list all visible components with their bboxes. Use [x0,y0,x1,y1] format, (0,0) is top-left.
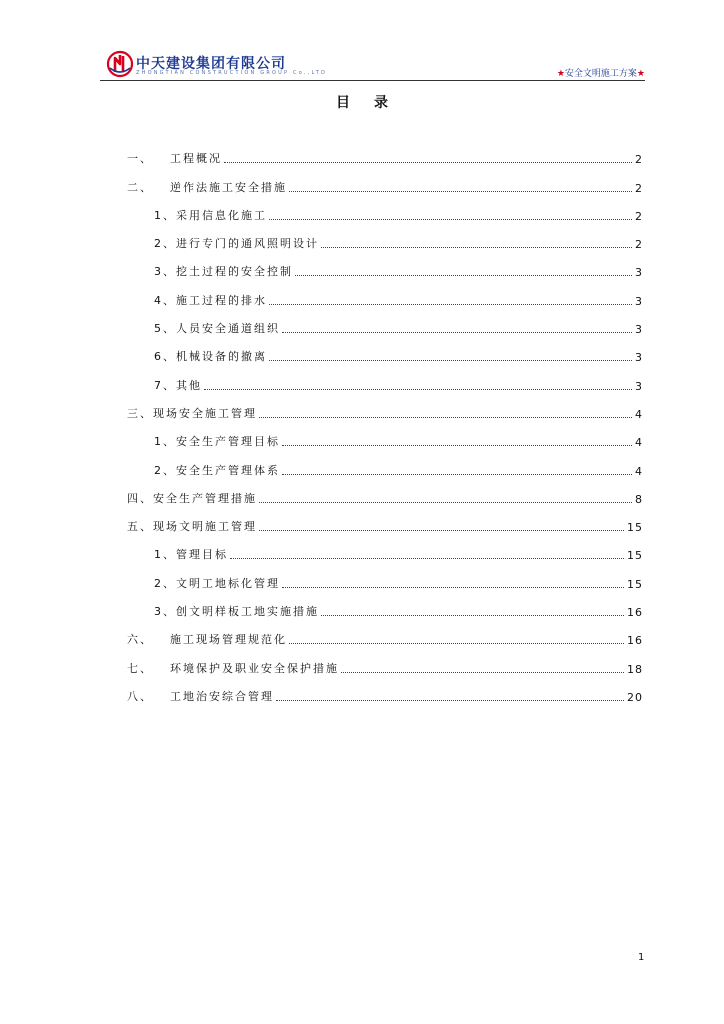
toc-leader-dots [230,558,624,559]
toc-entry[interactable] [127,223,643,251]
toc-entry-number: 3、 [154,605,176,619]
toc-entry-page: 4 [635,407,643,421]
toc-leader-dots [259,417,632,418]
toc-entry-text: 文明工地标化管理 [176,576,280,590]
toc-entry[interactable] [127,393,643,421]
toc-entry-text: 进行专门的通风照明设计 [176,237,319,251]
company-name-english: ZHONGTIAN CONSTRUCTION GROUP Co.,LTD [136,70,328,76]
toc-entry-number: 4、 [154,293,176,307]
toc-leader-dots [269,219,632,220]
toc-entry-text: 采用信息化施工 [176,208,267,222]
toc-entry-number: 四、 [127,491,153,505]
toc-entry[interactable] [127,138,643,166]
toc-entry[interactable] [127,251,643,279]
toc-leader-dots [341,672,624,673]
toc-entry-text: 管理目标 [176,548,228,562]
toc-entry-page: 16 [627,634,643,648]
document-tag [557,66,645,79]
toc-entry-page: 3 [635,323,643,337]
toc-entry-text: 逆作法施工安全措施 [170,180,287,194]
toc-entry-page: 20 [627,690,643,704]
toc-entry[interactable] [127,421,643,449]
toc-entry-text: 其他 [176,378,202,392]
toc-entry-page: 18 [627,662,643,676]
toc-entry-text: 挖土过程的安全控制 [176,265,293,279]
toc-entry-number: 八、 [127,689,153,703]
toc-entry-page: 4 [635,436,643,450]
toc-entry-page: 2 [635,153,643,167]
toc-entry[interactable] [127,591,643,619]
toc-entry[interactable] [127,534,643,562]
toc-entry[interactable] [127,336,643,364]
toc-entry[interactable] [127,308,643,336]
company-logo-icon [106,50,134,78]
toc-leader-dots [295,275,632,276]
toc-leader-dots [269,360,632,361]
toc-title: 目录 [336,95,412,111]
toc-leader-dots [289,643,624,644]
toc-entry[interactable] [127,676,643,704]
toc-entry[interactable] [127,166,643,194]
toc-entry-number: 5、 [154,322,176,336]
toc-entry-number: 二、 [127,180,153,194]
toc-entry-text: 安全生产管理措施 [153,491,257,505]
toc-entry-number: 2、 [154,463,176,477]
toc-entry-page: 3 [635,294,643,308]
toc-entry-number: 三、 [127,406,153,420]
table-of-contents [127,138,643,704]
toc-entry-text: 工地治安综合管理 [170,689,274,703]
toc-entry-text: 人员安全通道组织 [176,322,280,336]
toc-leader-dots [204,389,632,390]
toc-leader-dots [282,587,624,588]
toc-entry-page: 15 [627,549,643,563]
toc-entry-page: 2 [635,209,643,223]
toc-entry-text: 现场文明施工管理 [153,520,257,534]
toc-entry-number: 1、 [154,435,176,449]
company-name: 中天建设集团有限公司 [136,56,286,72]
toc-entry-number: 六、 [127,633,153,647]
toc-entry-page: 15 [627,577,643,591]
toc-entry-number: 2、 [154,576,176,590]
toc-entry-number: 五、 [127,520,153,534]
toc-entry-number: 2、 [154,237,176,251]
toc-entry-page: 8 [635,492,643,506]
toc-entry-page: 2 [635,181,643,195]
toc-entry[interactable] [127,364,643,392]
toc-entry-page: 2 [635,238,643,252]
toc-entry-page: 16 [627,606,643,620]
toc-leader-dots [282,445,632,446]
toc-leader-dots [276,700,624,701]
document-tag-text: 安全文明施工方案 [564,69,637,79]
toc-entry[interactable] [127,506,643,534]
toc-entry-text: 安全生产管理体系 [176,463,280,477]
toc-entry-page: 3 [635,379,643,393]
toc-leader-dots [321,615,624,616]
toc-entry-text: 环境保护及职业安全保护措施 [170,661,339,675]
toc-leader-dots [269,304,632,305]
toc-entry[interactable] [127,279,643,307]
toc-leader-dots [289,191,632,192]
toc-leader-dots [259,530,624,531]
toc-entry-number: 3、 [154,265,176,279]
toc-entry-number: 1、 [154,548,176,562]
toc-entry-text: 创文明样板工地实施措施 [176,605,319,619]
toc-entry-number: 7、 [154,378,176,392]
page-number: 1 [638,952,645,963]
toc-entry-text: 机械设备的撤离 [176,350,267,364]
toc-leader-dots [259,502,632,503]
toc-entry-number: 6、 [154,350,176,364]
toc-leader-dots [282,332,632,333]
toc-entry-text: 现场安全施工管理 [153,406,257,420]
toc-entry-text: 安全生产管理目标 [176,435,280,449]
toc-entry-text: 施工现场管理规范化 [170,633,287,647]
toc-leader-dots [321,247,632,248]
toc-leader-dots [282,474,632,475]
toc-entry-page: 15 [627,521,643,535]
star-icon: ★ [636,69,645,79]
toc-entry[interactable] [127,647,643,675]
toc-entry-number: 七、 [127,661,153,675]
toc-entry-page: 3 [635,351,643,365]
toc-entry[interactable] [127,619,643,647]
toc-leader-dots [224,162,632,163]
toc-entry-page: 4 [635,464,643,478]
toc-entry-number: 1、 [154,208,176,222]
star-icon: ★ [556,69,565,79]
toc-entry[interactable] [127,562,643,590]
header-divider [100,80,645,81]
toc-entry-page: 3 [635,266,643,280]
page-header [100,48,645,82]
toc-entry[interactable] [127,449,643,477]
toc-entry[interactable] [127,478,643,506]
toc-entry[interactable] [127,195,643,223]
toc-entry-number: 一、 [127,152,153,166]
toc-entry-text: 施工过程的排水 [176,293,267,307]
toc-entry-text: 工程概况 [170,152,222,166]
